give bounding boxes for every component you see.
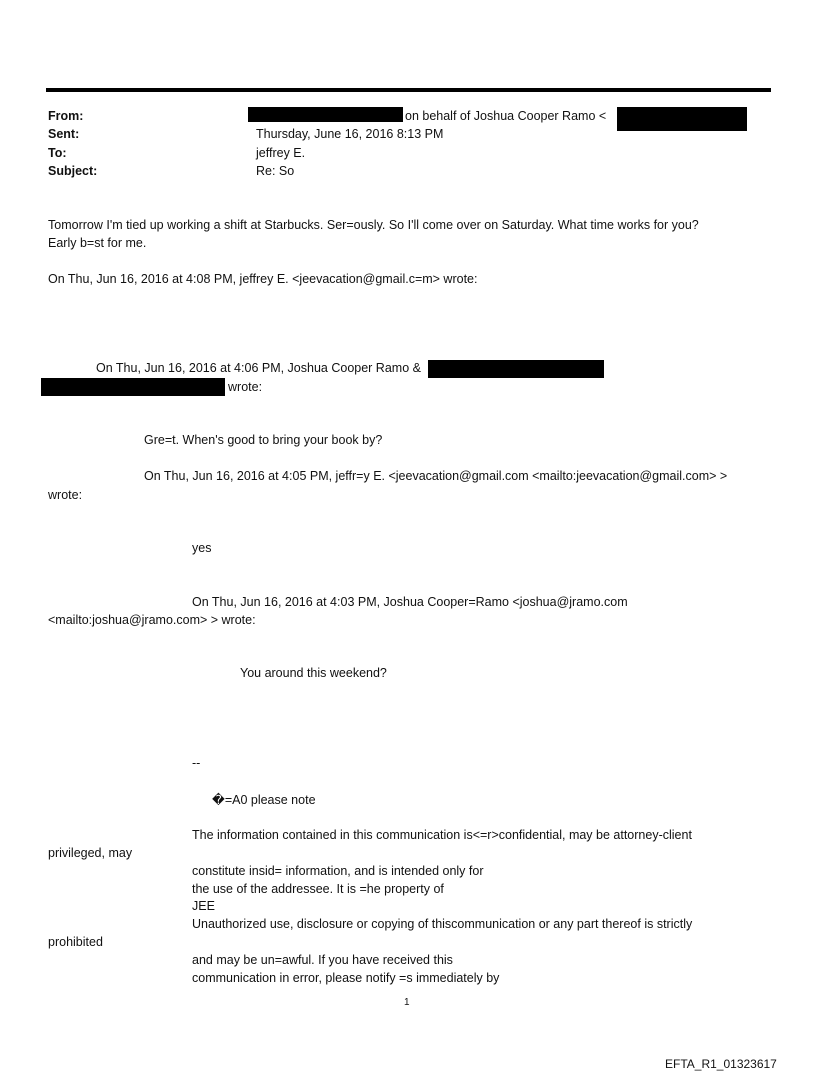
body-line: Tomorrow I'm tied up working a shift at Starbucks. Ser=ously. So I'll come over on Saturday. What time works for you?	[48, 218, 699, 232]
quote-text: Gre=t. When's good to bring your book by?	[144, 433, 383, 447]
quote-header: wrote:	[48, 488, 83, 502]
disclaimer-line: The information contained in this communication is<=r>confidential, may be attorney-client	[192, 828, 692, 842]
disclaimer-line: JEE	[192, 899, 215, 913]
signature-note: �=A0 please note	[212, 793, 316, 807]
quote-text: You around this weekend?	[240, 666, 387, 680]
to-value: jeffrey E.	[256, 146, 306, 160]
disclaimer-line: prohibited	[48, 935, 103, 949]
quote-header: On Thu, Jun 16, 2016 at 4:03 PM, Joshua Cooper=Ramo <joshua@jramo.com	[192, 595, 628, 609]
disclaimer-line: and may be un=awful. If you have received this	[192, 953, 453, 967]
bates-number: EFTA_R1_01323617	[665, 1057, 777, 1071]
redaction-bar	[248, 107, 403, 122]
subject-label: Subject:	[48, 164, 98, 178]
from-label: From:	[48, 109, 84, 123]
body-line: Early b=st for me.	[48, 236, 147, 250]
disclaimer-line: the use of the addressee. It is =he property of	[192, 882, 444, 896]
header-rule	[46, 88, 771, 92]
to-label: To:	[48, 146, 67, 160]
sent-value: Thursday, June 16, 2016 8:13 PM	[256, 127, 444, 141]
redaction-bar	[428, 360, 604, 378]
disclaimer-line: constitute insid= information, and is intended only for	[192, 864, 484, 878]
quote-header: <mailto:joshua@jramo.com> > wrote:	[48, 613, 256, 627]
subject-value: Re: So	[256, 164, 295, 178]
redaction-bar	[41, 378, 225, 396]
sent-label: Sent:	[48, 127, 80, 141]
signature-dash: --	[192, 756, 201, 770]
quote-header: On Thu, Jun 16, 2016 at 4:06 PM, Joshua Cooper Ramo &	[96, 361, 421, 375]
quote-text: yes	[192, 541, 212, 555]
disclaimer-line: Unauthorized use, disclosure or copying of thiscommunication or any part thereof is strictly	[192, 917, 693, 931]
quote-header: On Thu, Jun 16, 2016 at 4:05 PM, jeffr=y E. <jeevacation@gmail.com <mailto:jeevacation@gmail.com> >	[144, 469, 728, 483]
page-number: 1	[404, 997, 410, 1008]
quote-header: On Thu, Jun 16, 2016 at 4:08 PM, jeffrey E. <jeevacation@gmail.c=m> wrote:	[48, 272, 478, 286]
disclaimer-line: communication in error, please notify =s immediately by	[192, 971, 500, 985]
quote-header: wrote:	[228, 380, 263, 394]
from-value: on behalf of Joshua Cooper Ramo <	[405, 109, 607, 123]
redaction-bar	[617, 107, 747, 131]
disclaimer-line: privileged, may	[48, 846, 133, 860]
